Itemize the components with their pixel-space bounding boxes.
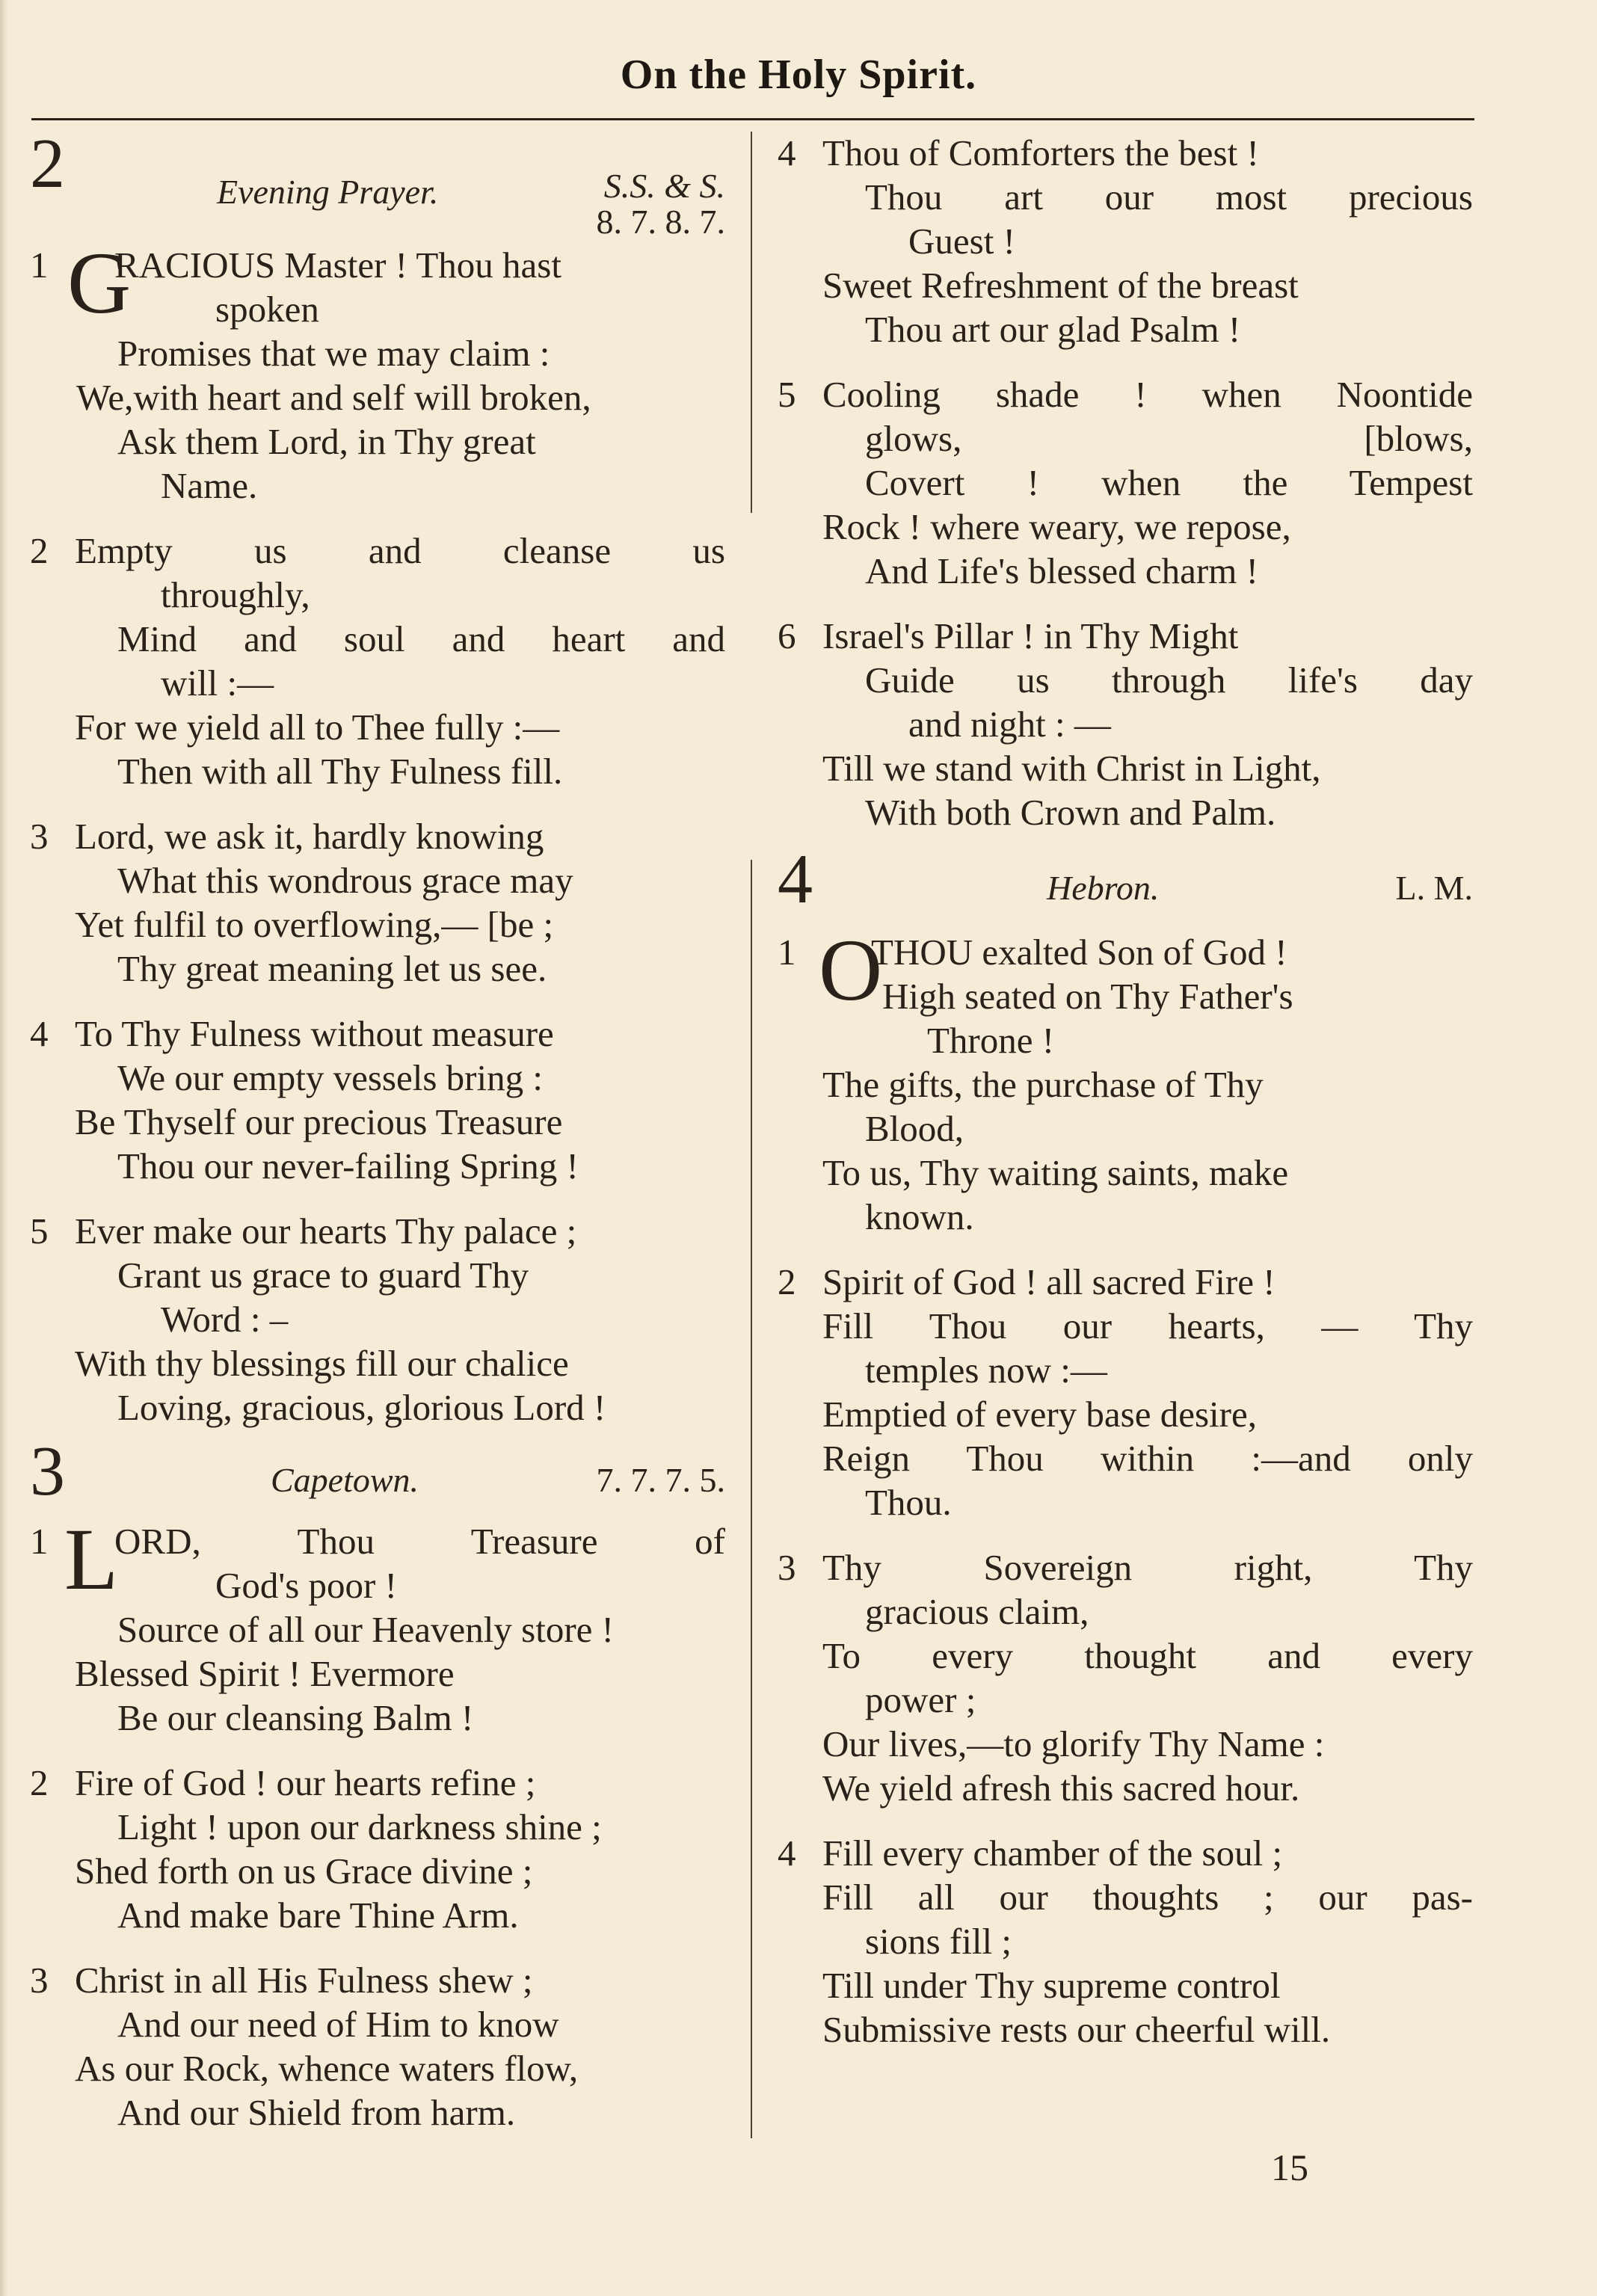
verse-number: 2 [30,1762,49,1803]
verse-line: We our empty vessels bring : [117,1057,543,1098]
hymn-number: 3 [30,1432,65,1510]
tune-name: Capetown. [271,1461,419,1499]
verse-line: Promises that we may claim : [117,333,550,374]
verse-line: Cooling shade ! when Noontide [822,374,1473,415]
verse-line: Till under Thy supreme control [822,1965,1281,2006]
verse-line: temples now :— [865,1349,1107,1391]
verse-line: Thy great meaning let us see. [117,948,547,989]
hymn-number: 4 [778,840,813,918]
verse-line: power ; [865,1679,976,1720]
verse-line: Till we stand with Christ in Light, [822,748,1321,789]
drop-cap: O [819,921,883,1019]
verse [778,131,1473,351]
verse-number: 4 [778,1832,796,1874]
verse-line: To us, Thy waiting saints, make [822,1152,1289,1193]
verse-line: gracious claim, [865,1591,1089,1632]
verse [30,529,725,793]
verse-line: For we yield all to Thee fully :— [75,707,560,748]
verse [30,1761,725,1937]
verse-number: 2 [778,1261,796,1302]
verse-line: Covert ! when the Tempest [865,462,1473,503]
verse-line: Lord, we ask it, hardly knowing [75,816,544,857]
verse [778,372,1473,593]
meter [597,168,726,240]
verse-line: Guide us through life's day [865,659,1473,701]
verse-line: Fire of God ! our hearts refine ; [75,1762,536,1803]
verse [778,1831,1473,2052]
verse-line: Thou. [865,1482,952,1523]
verse-line: Source of all our Heavenly store ! [117,1609,614,1650]
verse-line [778,416,1473,461]
tune-name: Evening Prayer. [217,173,439,211]
verse-line-text: RACIOUS Master ! Thou hast [114,244,561,286]
verse-line-text: glows, [865,418,962,459]
verse-line-text: ORD, Thou Treasure of [114,1521,725,1562]
verse-line: High seated on Thy Father's [882,976,1293,1017]
verse-number: 3 [30,816,49,857]
verse-line: will :— [161,662,274,704]
verse [30,1209,725,1429]
column-divider [751,132,752,513]
left-column [30,125,725,2155]
verse-line: Shed forth on us Grace divine ; [75,1850,533,1892]
verse-number: 2 [30,530,49,571]
verse-line-text: THOU exalted Son of God ! [871,932,1287,973]
verse-line: To Thy Fulness without measure [75,1013,554,1054]
verse-line: Be our cleansing Balm ! [117,1697,474,1738]
verse-line: And make bare Thine Arm. [117,1895,519,1936]
verse-line: Reign Thou within :—and only [822,1438,1473,1479]
tune-name: Hebron. [1047,869,1160,907]
verse-line: And Life's blessed charm ! [865,550,1258,591]
page-number: 15 [1271,2146,1308,2188]
verse-line: sions fill ; [865,1921,1012,1962]
verse [778,921,1473,1239]
meter: L. M. [1395,869,1473,907]
right-column [778,131,1473,2072]
verse [778,1260,1473,1524]
verse-line: We,with heart and self will broken, [76,377,591,418]
verse-number: 5 [778,374,796,415]
meter-line: 8. 7. 8. 7. [596,203,725,241]
verse-line: Israel's Pillar ! in Thy Might [822,615,1239,656]
column-divider [751,860,752,2138]
verse-line: Rock ! where weary, we repose, [822,506,1291,547]
verse [30,814,725,991]
verse-line: Blood, [865,1108,964,1149]
verse-line: With thy blessings fill our chalice [75,1343,569,1384]
meter-line: S.S. & S. [603,167,725,205]
verse-number: 4 [778,132,796,173]
verse [30,1012,725,1188]
drop-cap: L [64,1510,119,1608]
verse-line: Fill every chamber of the soul ; [822,1832,1283,1874]
verse-line: As our Rock, whence waters flow, [75,2048,579,2089]
verse-number: 1 [30,244,49,286]
verse-number: 1 [30,1521,49,1562]
verse-line: And our need of Him to know [117,2004,559,2045]
verse-line: Christ in all His Fulness shew ; [75,1960,533,2001]
verse-line: Thou art our glad Psalm ! [865,309,1241,350]
verse-line: Loving, gracious, glorious Lord ! [117,1387,606,1428]
verse-line: God's poor ! [215,1565,397,1606]
verse [778,1545,1473,1810]
verse [30,1958,725,2135]
verse-number: 4 [30,1013,49,1054]
verse [778,614,1473,834]
verse-line: Yet fulfil to overflowing,— [be ; [75,904,554,945]
verse-line: Our lives,—to glorify Thy Name : [822,1723,1325,1764]
verse-line: and night : — [908,704,1111,745]
verse-line: Name. [161,465,258,506]
verse-number: 3 [778,1547,796,1588]
verse-line: Thou art our most precious [865,176,1473,218]
page-title: On the Holy Spirit. [620,52,977,98]
header-rule [31,118,1474,120]
drop-cap: G [67,234,132,332]
verse-line: Fill Thou our hearts, — Thy [822,1305,1473,1346]
hymn-number: 2 [30,125,65,203]
hymn-header [30,125,725,243]
verse [30,234,725,508]
verse-line: Be Thyself our precious Treasure [75,1101,563,1142]
verse-line: known. [865,1196,974,1237]
verse-line: We yield afresh this sacred hour. [822,1767,1300,1809]
verse-line: Thy Sovereign right, Thy [822,1547,1473,1588]
verse-line: Mind and soul and heart and [117,618,725,659]
verse-line: To every thought and every [822,1635,1473,1676]
verse-line: Fill all our thoughts ; our pas- [822,1877,1473,1918]
verse-line: The gifts, the purchase of Thy [822,1064,1264,1105]
verse-line: throughly, [161,574,310,615]
verse-line: Grant us grace to guard Thy [117,1255,529,1296]
meter: 7. 7. 7. 5. [596,1461,725,1499]
verse [30,1510,725,1740]
verse-number: 5 [30,1210,49,1252]
verse-line: Submissive rests our cheerful will. [822,2009,1331,2050]
verse-line-text: [blows, [1364,418,1473,459]
verse-line: Thou of Comforters the best ! [822,132,1259,173]
verse-line: Throne ! [927,1020,1055,1061]
verse-line: With both Crown and Palm. [865,792,1276,833]
verse-number: 3 [30,1960,49,2001]
verse-line: Blessed Spirit ! Evermore [75,1653,455,1694]
verse-line: Then with all Thy Fulness fill. [117,751,563,792]
verse-line: Word : – [161,1299,289,1340]
verse-line: Spirit of God ! all sacred Fire ! [822,1261,1276,1302]
hymn-header [778,840,1473,930]
verse-number: 1 [778,932,796,973]
verse-number: 6 [778,615,796,656]
verse-line: spoken [215,289,319,330]
verse-line: Emptied of every base desire, [822,1394,1257,1435]
verse-line: Sweet Refreshment of the breast [822,265,1299,306]
verse-line: And our Shield from harm. [117,2092,516,2133]
hymn-header [30,1432,725,1519]
verse-line: Ask them Lord, in Thy great [117,421,536,462]
verse-line: What this wondrous grace may [117,860,573,901]
verse-line: Guest ! [908,221,1015,262]
verse-line: Empty us and cleanse us [75,530,725,571]
verse-line: Light ! upon our darkness shine ; [117,1806,602,1847]
verse-line: Thou our never-failing Spring ! [117,1145,579,1187]
verse-line: Ever make our hearts Thy palace ; [75,1210,577,1252]
